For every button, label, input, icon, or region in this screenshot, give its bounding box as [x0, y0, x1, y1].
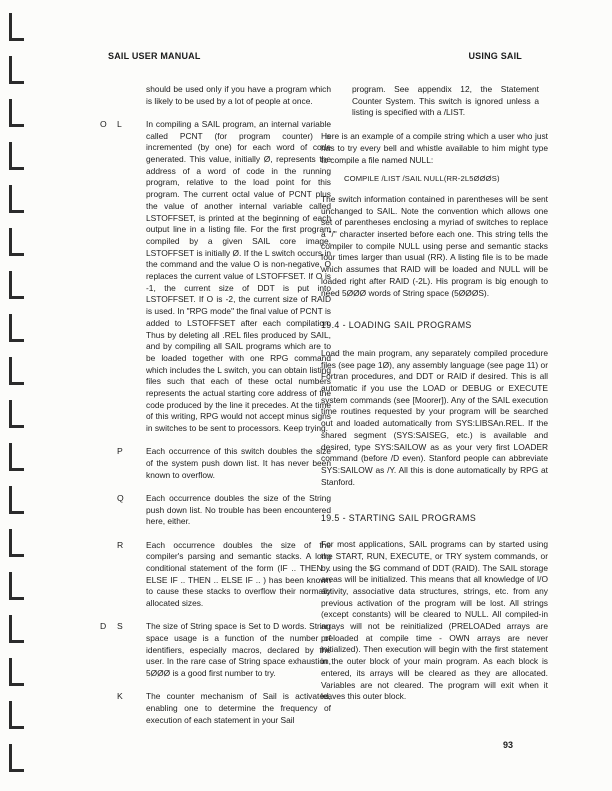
- switch-label: [100, 119, 146, 435]
- binding-rail: [9, 13, 24, 787]
- switch-letter: [100, 540, 117, 610]
- binding-mark-icon: [9, 228, 24, 256]
- switch-label: [100, 540, 146, 610]
- binding-mark-icon: [9, 443, 24, 471]
- binding-mark-icon: [9, 701, 24, 729]
- section-heading-19-5: 19.5 - STARTING SAIL PROGRAMS: [321, 513, 477, 524]
- binding-mark-icon: [9, 658, 24, 686]
- switch-info-paragraph: The switch information contained in parentheses will be sent unchanged to SAIL. Note the convention which allows one set of parentheses enclosing a myriad of switches to replace a "/" character inserted before each one. This string tells the compiler to compile NULL using perse and semantic stacks four times larger than usual (RR). A listing file is to be made which assumes that RAID will be loaded and NULL will be loaded right after RAID (-2L). His program is big enough to need 5ØØØ words of String space (5ØØØS).: [321, 193, 548, 298]
- binding-mark-icon: [9, 56, 24, 84]
- switch-label: [100, 691, 146, 726]
- binding-mark-icon: [9, 529, 24, 557]
- loading-paragraph: Load the main program, any separately compiled procedure files (see page 1Ø), any assembly language (see page 11) or Fortran procedures, and DDT or RAID if desired. This is all automatic if you use the LOAD or DEBUG or EXECUTE system commands (see [Moorer]). Any of the SAIL execution time routines requested by your program will be searched out and loaded automatically from SYS:LIBSAn.REL. If the shared segment (SYS:SAISEG, etc.) is available and desired, type SYS:SAILOW as as your very first LOADER command (before /D even). Stanford people can abbreviate SYS:SAILOW as /Y. All this is done automatically by RPG at Stanford.: [321, 347, 548, 487]
- switch-letter: D: [100, 621, 107, 632]
- switch-label: [100, 446, 146, 481]
- left-intro-paragraph: should be used only if you have a program which is likely to be used by a lot of people at once.: [146, 84, 331, 106]
- switch-description: Each occurrence of this switch doubles the size of the system push down list. It has never been known to overflow.: [146, 446, 331, 480]
- switch-label: [100, 621, 146, 680]
- header-right-title: USING SAIL: [468, 51, 522, 61]
- compile-example-intro: Here is an example of a compile string which a user who just has to try every bell and whistle available to him might type to compile a file named NULL:: [321, 131, 548, 165]
- switch-entry-q: [100, 493, 331, 528]
- switch-entry-r: [100, 540, 331, 610]
- switch-letter: O: [100, 118, 107, 129]
- switch-letter: [100, 493, 117, 528]
- binding-mark-icon: [9, 744, 24, 772]
- switch-letter: R: [117, 539, 124, 550]
- section-heading-19-4: 19.4 - LOADING SAIL PROGRAMS: [321, 320, 472, 331]
- binding-mark-icon: [9, 185, 24, 213]
- binding-mark-icon: [9, 142, 24, 170]
- switch-entry-p: [100, 446, 331, 481]
- switch-entry-ol: [100, 119, 331, 435]
- binding-mark-icon: [9, 572, 24, 600]
- switch-description: The size of String space is Set to D words. String space usage is a function of the number of identifiers, especially macros, declared by the user. In the rare case of String space exhaustion, 5ØØØ is a good first number to try.: [146, 621, 331, 679]
- binding-mark-icon: [9, 99, 24, 127]
- switch-entry-ds: [100, 621, 331, 680]
- switch-letter: P: [117, 446, 123, 457]
- switch-label: [100, 493, 146, 528]
- switch-description: The counter mechanism of Sail is activated, enabling one to determine the frequency of execution of each statement in your Sail: [146, 691, 331, 725]
- switch-letter: [100, 446, 117, 481]
- binding-mark-icon: [9, 400, 24, 428]
- header-left-title: SAIL USER MANUAL: [108, 51, 201, 61]
- page-header: [108, 51, 522, 61]
- switch-letter: Q: [117, 493, 124, 503]
- switch-description: In compiling a SAIL program, an internal variable called PCNT (for program counter) is incremented (by one) for each word of code generated. This value, initially Ø, represents the address of a word of code in the running program, relative to the load point for this program. The current octal value of PCNT plus the value of another internal variable called LSTOFFSET, is printed at the beginning of each output line in a listing file. For the first program compiled by a given SAIL core image, LSTOFFSET is initially Ø. If the L switch occurs in the command and the value O is non-negative, O replaces the current value of LSTOFFSET. If O is -1, the current size of DDT is put into LSTOFFSET. If O is -2, the current size of RAID is used. In "RPG mode" the final value of PCNT is added to LSTOFFSET after each compilation. Thus by deleting all .REL files produced by SAIL, and by compiling all SAIL programs which are to be loaded together with one RPG command which includes the L switch, you can obtain listing files such that each of these octal numbers represents the actual starting core address of the code produced by the line it precedes. At the time of this writing, RPG would not accept minus signs in switches to be sent to processors. Keep trying.: [146, 118, 331, 434]
- compile-command-line: COMPILE /LIST /SAIL NULL(RR-2L5ØØØS): [344, 174, 500, 184]
- binding-mark-icon: [9, 271, 24, 299]
- binding-mark-icon: [9, 314, 24, 342]
- switch-description: Each occurrence doubles the size of the compiler's parsing and semantic stacks. A long conditional statement of the form (IF .. THEN .. ELSE IF .. THEN .. ELSE IF .. ) has been known to cause these stacks to overflow their normally allocated sizes.: [146, 539, 331, 609]
- switch-entry-k: [100, 691, 331, 726]
- switch-description: Each occurrence doubles the size of the String push down list. No trouble has been encountered here, either.: [146, 493, 331, 527]
- right-intro-paragraph: program. See appendix 12, the Statement Counter System. This switch is ignored unless a listing is specified with a /LIST.: [352, 84, 539, 118]
- right-column: [321, 84, 548, 703]
- starting-paragraph: For most applications, SAIL programs can by started using the START, RUN, EXECUTE, or TRY system commands, or by using the $G command of DDT (RAID). The SAIL storage areas will be initialized. This means that all knowledge of I/O activity, associative data structures, strings, etc. from any previous activation of the program will be lost. All strings (except constants) will be cleared to NULL. All compiled-in arrays will not be reinitialized (PRELOADed arrays are preloaded at compile time - OWN arrays are never initialized). Then execution will begin with the first statement in the outer block of your main program. As each block is entered, its arrays will be cleared as they are allocated. Variables are not cleared. The program will exit when it leaves this outer block.: [321, 539, 548, 702]
- switch-letter: L: [117, 118, 122, 129]
- left-column: [100, 84, 331, 726]
- binding-mark-icon: [9, 615, 24, 643]
- switch-letter: [100, 691, 117, 726]
- binding-mark-icon: [9, 357, 24, 385]
- binding-mark-icon: [9, 13, 24, 41]
- page-number: 93: [503, 740, 514, 750]
- switch-letter: S: [117, 621, 123, 632]
- switch-letter: K: [117, 691, 123, 702]
- binding-mark-icon: [9, 486, 24, 514]
